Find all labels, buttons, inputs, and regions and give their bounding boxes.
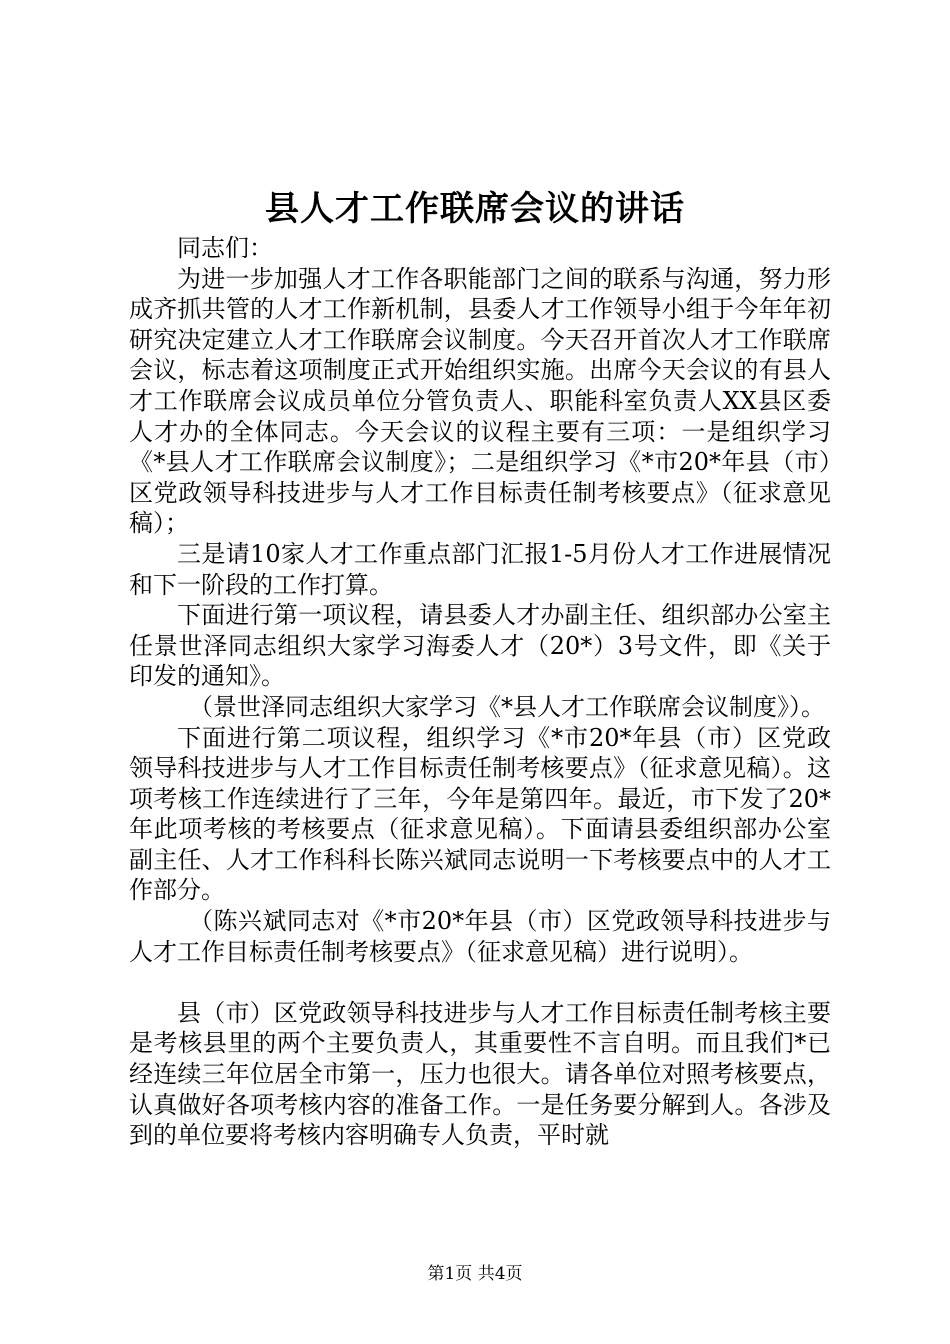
body-paragraph: （陈兴斌同志对《*市20*年县（市）区党政领导科技进步与人才工作目标责任制考核要点》（征求意见稿）进行说明）。 [129,907,831,966]
body-paragraph: （景世泽同志组织大家学习《*县人才工作联席会议制度》）。 [189,692,825,721]
body-paragraph: 下面进行第二项议程，组织学习《*市20*年县（市）区党政领导科技进步与人才工作目标责任制考核要点》（征求意见稿）。这项考核工作连续进行了三年，今年是第四年。最近，市下发了20*年此项考核的考核要点（征求意见稿）。下面请县委组织部办公室副主任、人才工作科科长陈兴斌同志说明一下考核要点中的人才工作部分。 [129,723,831,905]
document-title: 县人才工作联席会议的讲话 [265,189,685,229]
blank-line [129,967,831,998]
body-paragraph: 为进一步加强人才工作各职能部门之间的联系与沟通，努力形成齐抓共管的人才工作新机制，县委人才工作领导小组于今年年初研究决定建立人才工作联席会议制度。今天召开首次人才工作联席会议，标志着这项制度正式开始组织实施。出席今天会议的有县人才工作联席会议成员单位分管负责人、职能科室负责人XX县区委人才办的全体同志。今天会议的议程主要有三项：一是组织学习《*县人才工作联席会议制度》；二是组织学习《*市20*年县（市）区党政领导科技进步与人才工作目标责任制考核要点》（征求意见稿）； [129,264,831,538]
body-paragraph: 县（市）区党政领导科技进步与人才工作目标责任制考核主要是考核县里的两个主要负责人，其重要性不言自明。而且我们*已经连续三年位居全市第一，压力也很大。请各单位对照考核要点，认真做好各项考核内容的准备工作。一是任务要分解到人。各涉及到的单位要将考核内容明确专人负责，平时就 [129,998,831,1150]
salutation-paragraph: 同志们： [177,234,273,262]
page-footer: 第1页 共4页 [427,1264,523,1284]
body-paragraph: 下面进行第一项议程，请县委人才办副主任、组织部办公室主任景世泽同志组织大家学习海委人才（20*）3号文件，即《关于印发的通知》。 [129,601,831,691]
document-body [129,233,831,1151]
body-paragraph: 三是请10家人才工作重点部门汇报1-5月份人才工作进展情况和下一阶段的工作打算。 [129,539,831,599]
